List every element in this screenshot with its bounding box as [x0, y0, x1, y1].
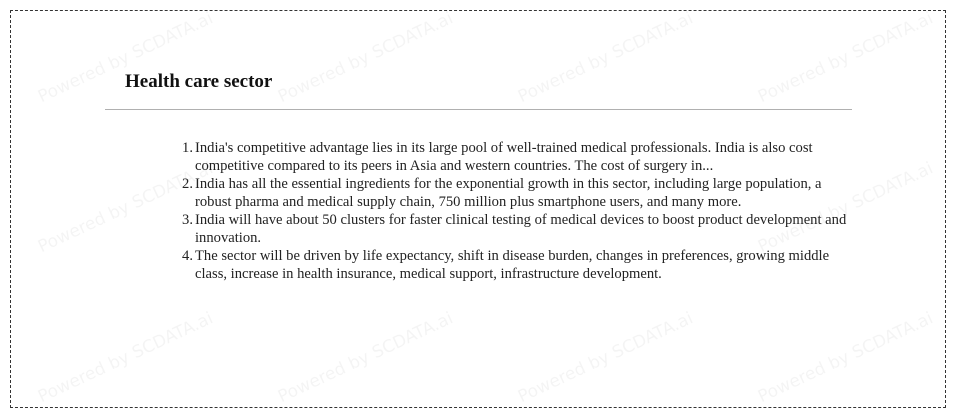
watermark-text	[35, 308, 216, 407]
list-item	[182, 139, 851, 175]
list-item	[182, 247, 851, 283]
list-item-text: India will have about 50 clusters for faster clinical testing of medical devices to boost product development and innovation.	[195, 212, 847, 246]
watermark-text	[515, 308, 696, 407]
title-divider	[105, 109, 852, 110]
section-title: Health care sector	[125, 71, 273, 92]
list-item-number: 4.	[182, 248, 193, 264]
watermark-text	[35, 158, 216, 257]
watermark-text	[275, 308, 456, 407]
list-item-text: India has all the essential ingredients for the exponential growth in this sector, including large population, a robust pharma and medical supply chain, 750 million plus smartphone users, and many more.	[195, 176, 822, 210]
watermark-text	[755, 10, 936, 107]
watermark-text	[515, 10, 696, 107]
list-item	[182, 211, 851, 247]
content-frame	[10, 10, 946, 408]
list-item-text: India's competitive advantage lies in its large pool of well-trained medical professionals. India is also cost competitive compared to its peers in Asia and western countries. The cost of surgery in...	[195, 140, 813, 174]
watermark-text	[755, 308, 936, 407]
list-item-number: 2.	[182, 176, 193, 192]
list-item-text: The sector will be driven by life expectancy, shift in disease burden, changes in preferences, growing middle class, increase in health insurance, medical support, infrastructure development.	[195, 248, 830, 282]
list-item	[182, 175, 851, 211]
watermark-text	[275, 10, 456, 107]
points-list	[182, 139, 851, 283]
list-item-number: 3.	[182, 212, 193, 228]
list-item-number: 1.	[182, 140, 193, 156]
